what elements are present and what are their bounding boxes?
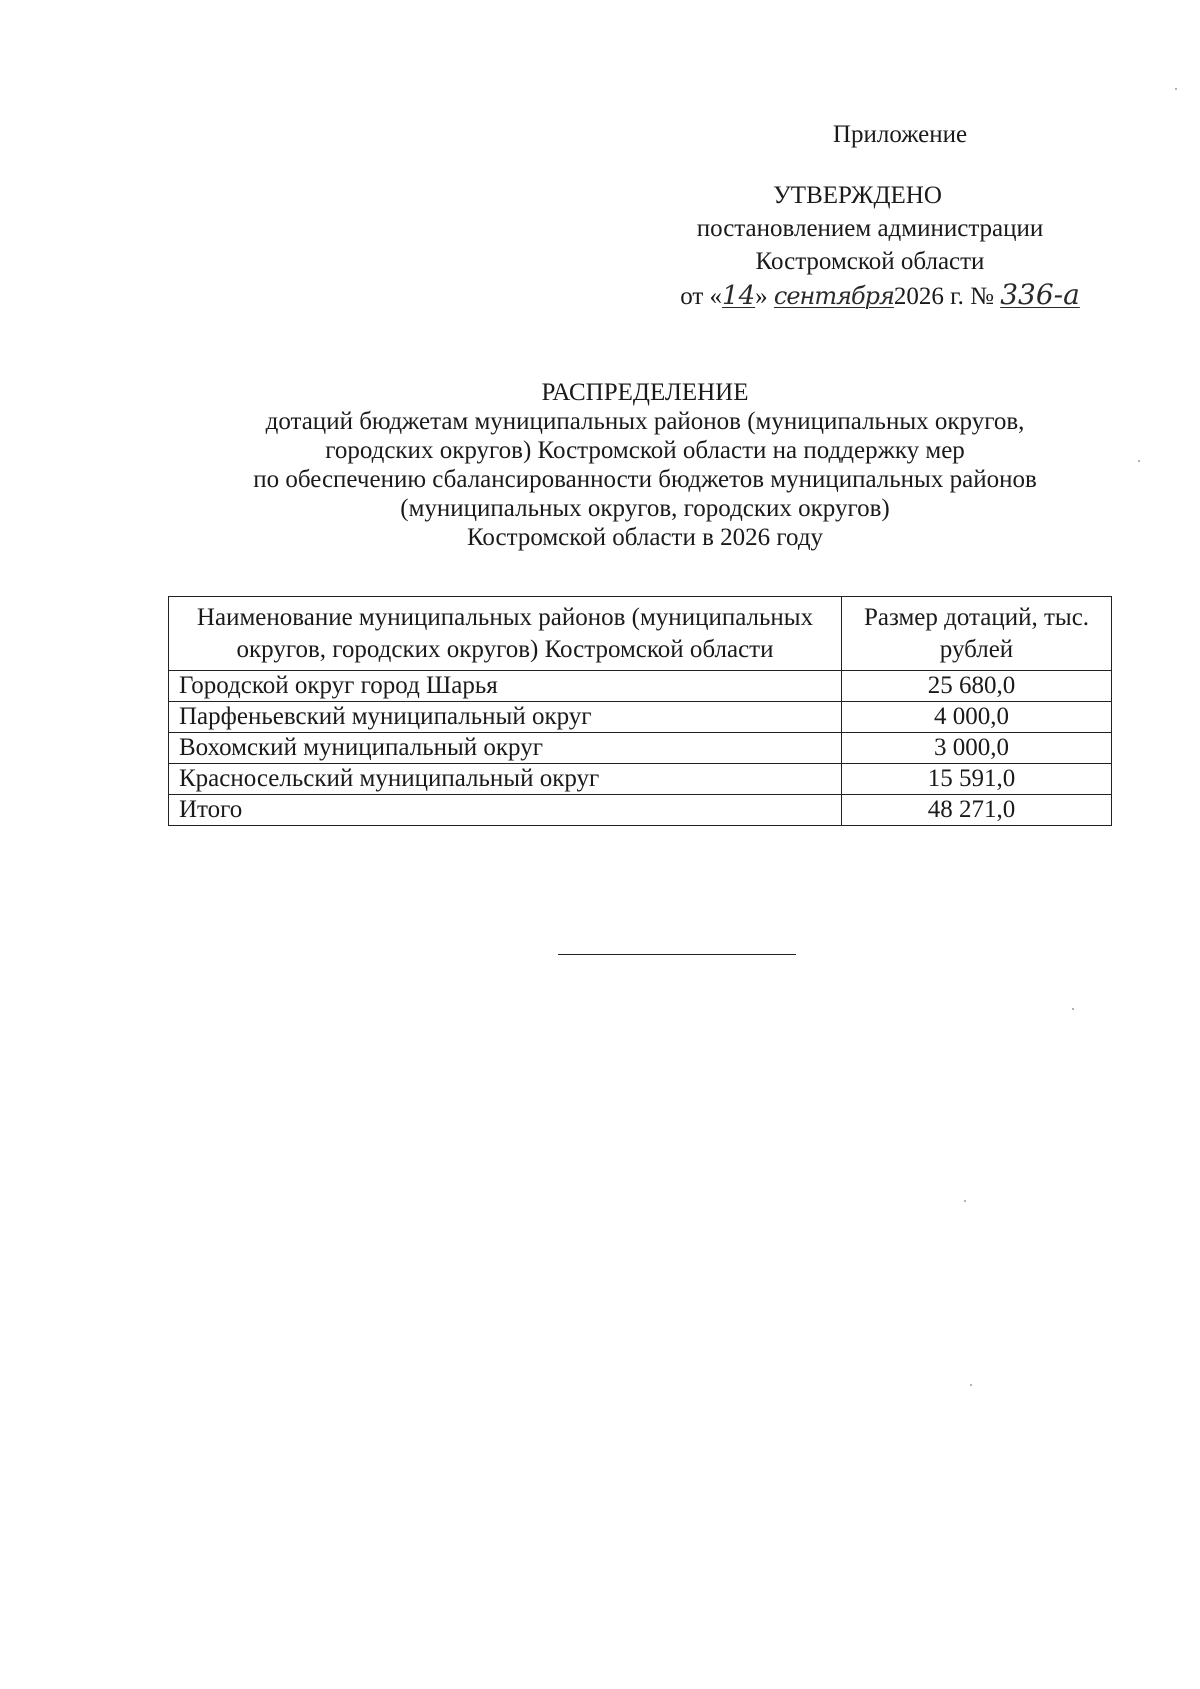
row-name: Красносельский муниципальный округ (169, 764, 842, 795)
heading-line-5: Костромской области в 2026 году (466, 524, 824, 551)
heading-line-3: по обеспечению сбалансированности бюджетов муниципальных районов (253, 466, 1037, 493)
date-year: 2026 г. № (893, 283, 1001, 310)
row-amount: 15 591,0 (842, 764, 1112, 795)
document-heading (150, 378, 1140, 552)
heading-line-1: дотаций бюджетам муниципальных районов (муниципальных округов, (265, 408, 1025, 435)
total-label: Итого (169, 795, 842, 826)
approval-block (650, 118, 1090, 313)
scan-speck (970, 1384, 972, 1386)
column-header-amount: Размер дотаций, тыс. рублей (842, 597, 1112, 671)
end-rule (558, 954, 796, 955)
date-prefix: от « (680, 283, 723, 310)
handwritten-day: 14 (722, 281, 756, 311)
row-amount: 25 680,0 (842, 671, 1112, 702)
table-row (169, 764, 1112, 795)
handwritten-month: сентября (773, 282, 894, 310)
table-total-row (169, 795, 1112, 826)
row-amount: 4 000,0 (842, 702, 1112, 733)
table-row (169, 702, 1112, 733)
scan-speck (1175, 88, 1177, 90)
scan-speck (964, 1200, 966, 1202)
approval-line-2: Костромской области (755, 248, 985, 275)
distribution-table (168, 596, 1112, 826)
date-mid: » (755, 283, 774, 310)
handwritten-doc-number: 336-а (1000, 278, 1080, 311)
table-row (169, 733, 1112, 764)
approval-line-1: постановлением администрации (696, 215, 1044, 242)
heading-line-4: (муниципальных округов, городских округов) (400, 495, 890, 522)
row-name: Вохомский муниципальный округ (169, 733, 842, 764)
approved-label: УТВЕРЖДЕНО (773, 182, 942, 209)
total-amount: 48 271,0 (842, 795, 1112, 826)
heading-title: РАСПРЕДЕЛЕНИЕ (541, 379, 749, 406)
row-name: Городской округ город Шарья (169, 671, 842, 702)
table-row (169, 671, 1112, 702)
row-name: Парфеньевский муниципальный округ (169, 702, 842, 733)
approval-date-line (670, 278, 1090, 313)
heading-line-2: городских округов) Костромской области на поддержку мер (325, 437, 965, 464)
scan-speck (1138, 460, 1140, 462)
column-header-name: Наименование муниципальных районов (муниципальных округов, городских округов) Костромской области (169, 597, 842, 671)
table-header-row (169, 597, 1112, 671)
scan-speck (1072, 1008, 1074, 1010)
row-amount: 3 000,0 (842, 733, 1112, 764)
appendix-label: Приложение (832, 121, 968, 148)
